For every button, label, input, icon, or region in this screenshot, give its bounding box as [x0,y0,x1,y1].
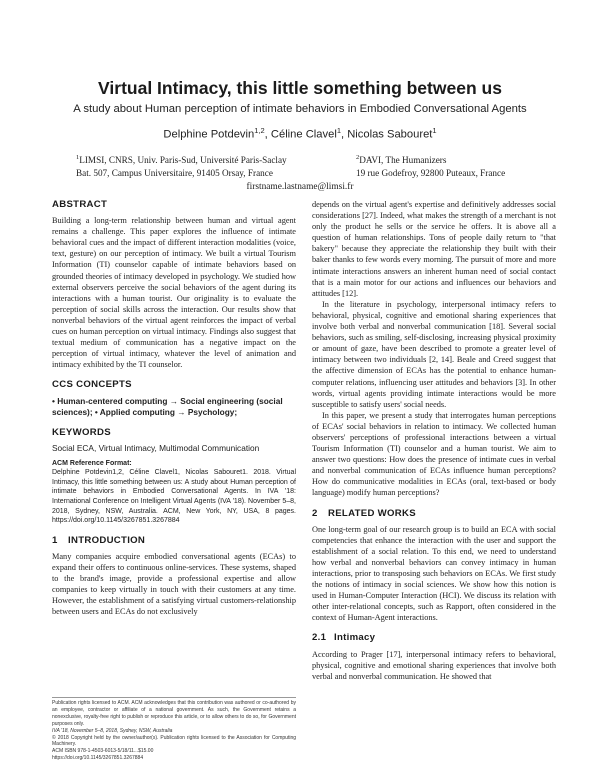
author-name: Céline Clavel [270,128,337,141]
author-affiliation-mark: 1 [432,126,437,135]
keywords-text: Social ECA, Virtual Intimacy, Multimodal Communication [52,442,260,453]
subsection-number: 2.1 [312,632,327,644]
affiliation-line: LIMSI, CNRS, Univ. Paris-Sud, Université Paris-Saclay [79,155,287,166]
footnote-isbn: ACM ISBN 978-1-4503-6013-5/18/11...$15.00 [52,748,154,755]
author-name: Nicolas Sabouret [347,128,433,141]
affiliation-mark: 2 [356,154,360,161]
author-affiliation-mark: 1 [336,126,341,135]
ccs-heading: CCS CONCEPTS [52,379,132,391]
introduction-text: Many companies acquire embodied conversational agents (ECAs) to expand their offers to continuous online-services. These systems, shaped to the brand's image, provide a professional expertise and allow companies to keep virtually in touch with their customers at any time. However, the establishment of a satisfying virtual customers-relationship between users and ECAs do not exclusively [52,551,296,617]
paragraph: In this paper, we present a study that interrogates human perceptions of ECAs' social behaviors in relation to intimacy. We collected human observers' perceptions of professional interactions between a virtual Tourism Information (TI) counselor and a human tourist. We aim to answer two questions: How does the presence of intimate cues in verbal and nonverbal communication of ECAs influence human perceptions? How do communicative modalities in ECAs (oral, text-based or body language) modify human perceptions? [312,410,556,498]
affiliation-1 [76,151,287,180]
paper-subtitle: A study about Human perception of intimate behaviors in Embodied Conversational Agents [73,103,527,115]
author-name: Delphine Potdevin [163,128,255,141]
footnote-doi[interactable]: https://doi.org/10.1145/3267851.3267884 [52,755,144,762]
section-title: INTRODUCTION [68,534,146,546]
paragraph: depends on the virtual agent's expertise and definitively addresses social considerations [27]. Indeed, what makes the strength of a merchant is not only the product he sells or the service he offers. It is above all a question of human relationships. Tons of people daily return to "that bakery" because they appreciate the relationship they built with their baker thanks to few words every morning. The pursuit of more and more intimate interactions answers an inherent human need of social contact that is a main motor for our actions and influences our behaviors and attitudes [12]. [312,200,556,298]
abstract-text: Building a long-term relationship between human and virtual agent remains a challenge. This paper explores the influence of intimate behavioral cues and the impact of different interaction modalities (voice, text, gesture) on our perception of intimacy. We built a virtual Tourism Information (TI) counselor capable of intimate behaviors based on grounded theories of intimacy developed in psychology. We studied how external observers perceive the social behaviors of the agent during its interactions with a human tourist. Our originality is to evaluate the perception of social skills across the interaction. Our results show that nonverbal behaviors of the virtual agent reinforces the impact of verbal cues on human perception on virtual intimacy. Findings also suggest that textual medium of communication has a negative impact on the perception of virtual intimacy, whatever the level of animation and intimacy exhibited by the TI counselor. [52,216,296,370]
affiliation-line: Bat. 507, Campus Universitaire, 91405 Orsay, France [76,168,273,179]
author-list: Delphine Potdevin$^{1,2}$, Céline Clavel$^1$, Nicolas Sabouret$^1$ [163,126,437,141]
section-number: 1 [52,534,58,546]
section-title: RELATED WORKS [328,507,416,519]
introduction-heading [52,535,296,546]
section-number: 2 [312,507,318,519]
footnote-venue: IVA '18, November 5–8, 2018, Sydney, NSW, Australia [52,727,173,734]
author-affiliation-mark: 1,2 [254,126,265,135]
ccs-concepts-text: • Human-centered computing → Social engineering (social sciences); • Applied computing → Psychology; [52,395,283,417]
acm-reference-label: ACM Reference Format: [52,459,132,467]
related-works-text: One long-term goal of our research group is to build an ECA with social competencies that enhance the interaction with the user and support the establishment of a social relation. To this end, we need to understand how verbal and nonverbal behaviors can convey intimacy in human interactions, prior to transposing such behaviors on ECAs. We first study the notions of intimacy in social sciences. We show how this notion is used in Human-Computer Interaction (HCI). We discuss its relation with other inter-relational concepts, such as Rapport, often considered in the context of Human-Agent interactions. [312,524,556,623]
footnote-copyright: © 2018 Copyright held by the owner/author(s). Publication rights licensed to the Association for Computing Machinery. [52,734,296,748]
affiliation-line: 19 rue Godefroy, 92800 Puteaux, France [356,168,506,179]
copyright-footnote [52,700,296,762]
paragraph: In the literature in psychology, interpersonal intimacy refers to behavioral, physical, cognitive and emotional sharing experiences that involve both verbal and nonverbal communication [18]. Several social behaviors, such as smiling, self-disclosing, increasing physical proximity or amount of gaze, have been described to promote a greater level of intimacy between two individuals [2, 14]. Beale and Creed suggest that the affective dimension of ECAs has the potential to enhance human-computer relations, influencing user attitudes and behaviors [3]. In other words, virtual agents providing intimate interactions would be more susceptible to satisfy users' social needs. [312,299,556,409]
ccs-concepts [52,396,296,418]
related-works-heading [312,508,556,519]
keywords-heading: KEYWORDS [52,426,111,438]
acm-reference [52,459,296,526]
intimacy-subheading [312,632,556,643]
affiliation-line: DAVI, The Humanizers [359,155,447,166]
subsection-title: Intimacy [334,632,376,644]
footnote-rights: Publication rights licensed to ACM. ACM acknowledges that this contribution was authored or co-authored by an employee, contractor or affiliate of a national government. As such, the Government retains a nonexclusive, royalty-free right to publish or reproduce this article, or to allow others to do so, for Government purposes only. [52,700,296,727]
right-column [312,199,556,682]
intimacy-text: According to Prager [17], interpersonal intimacy refers to behavioral, physical, cognitive and emotional sharing experiences that involve both verbal and nonverbal communication. He showed that [312,649,556,681]
paper-title: Virtual Intimacy, this little something between us [98,78,502,98]
contact-email[interactable]: firstname.lastname@limsi.fr [246,182,354,192]
abstract-heading: ABSTRACT [52,199,108,210]
footnote-divider [52,697,296,698]
affiliation-mark: 1 [76,154,80,161]
affiliation-2 [356,151,505,180]
acm-reference-text: Delphine Potdevin1,2, Céline Clavel1, Nicolas Sabouret1. 2018. Virtual Intimacy, this little something between us: A study about Human perception of intimate behaviors in Embodied Conversational Agents. In IVA '18: International Conference on Intelligent Virtual Agents (IVA '18). November 5–8, 2018, Sydney, NSW, Australia. ACM, New York, NY, USA, 8 pages. https://doi.org/10.1145/3267851.3267884 [52,469,296,525]
left-column [52,199,296,618]
